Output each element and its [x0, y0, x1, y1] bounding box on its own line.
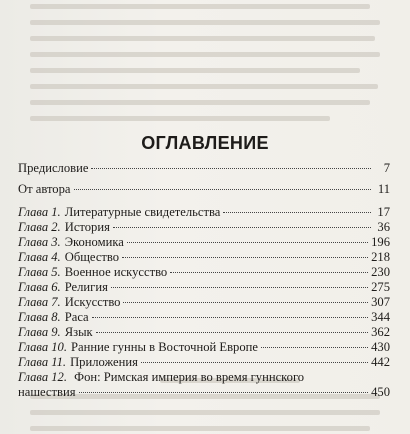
chapter-label: Глава 8. [18, 310, 61, 324]
toc-entry-title: Экономика [64, 235, 124, 249]
toc-entry-page: 442 [371, 355, 390, 369]
bleed-line [30, 410, 380, 415]
toc-entry-title: Приложения [70, 355, 138, 369]
leader-dots [79, 392, 369, 393]
toc-entry-chapter-1[interactable] [18, 205, 390, 220]
toc-entry-title: Общество [64, 250, 120, 264]
bleed-line [30, 4, 370, 9]
bleed-line [30, 20, 380, 25]
table-of-contents [18, 161, 390, 400]
toc-entry-page: 11 [377, 182, 390, 196]
toc-entry-page: 36 [377, 220, 390, 234]
leader-dots [141, 362, 368, 363]
toc-entry-page: 307 [371, 295, 390, 309]
toc-title: ОГЛАВЛЕНИЕ [141, 133, 269, 153]
toc-entry-page: 230 [371, 265, 390, 279]
bleed-line [30, 68, 360, 73]
chapter-label: Глава 10. [18, 340, 68, 354]
toc-entry-chapter-11[interactable] [18, 355, 390, 370]
toc-entry-chapter-2[interactable] [18, 220, 390, 235]
chapter-label: Глава 3. [18, 235, 61, 249]
chapter-label: Глава 6. [18, 280, 61, 294]
toc-entry-title: Раса [64, 310, 89, 324]
toc-entry-title: Религия [64, 280, 108, 294]
toc-entry-from-author[interactable] [18, 182, 390, 197]
leader-dots [96, 332, 368, 333]
toc-entry-title-line-1: Фон: Римская империя во время гуннского [74, 370, 305, 384]
toc-entry-page: 275 [371, 280, 390, 294]
leader-dots [261, 347, 368, 348]
bleed-line [30, 84, 378, 89]
toc-entry-chapter-5[interactable] [18, 265, 390, 280]
chapter-label: Глава 1. [18, 205, 61, 219]
toc-entry-page: 17 [377, 205, 390, 219]
bleed-line [30, 116, 330, 121]
toc-entry-title: От автора [18, 182, 71, 196]
toc-entry-chapter-4[interactable] [18, 250, 390, 265]
toc-entry-title: Язык [64, 325, 93, 339]
toc-entry-page: 7 [383, 161, 390, 175]
chapter-label: Глава 12. [18, 370, 68, 384]
bleed-line [30, 52, 380, 57]
bleed-line [30, 426, 370, 431]
chapter-label: Глава 7. [18, 295, 61, 309]
toc-entry-title: Ранние гунны в Восточной Европе [71, 340, 258, 354]
toc-entry-page: 450 [371, 385, 390, 399]
toc-entry-page: 430 [371, 340, 390, 354]
toc-entry-title-line-2: нашествия [18, 385, 76, 399]
toc-entry-page: 218 [371, 250, 390, 264]
toc-entry-chapter-12[interactable] [18, 370, 390, 400]
bleed-line [30, 36, 375, 41]
toc-entry-page: 344 [371, 310, 390, 324]
leader-dots [91, 168, 371, 169]
bleed-through-text-top [0, 0, 410, 150]
toc-entry-chapter-3[interactable] [18, 235, 390, 250]
leader-dots [223, 212, 371, 213]
leader-dots [92, 317, 368, 318]
toc-entry-title: Военное искусство [64, 265, 168, 279]
toc-entry-chapter-7[interactable] [18, 295, 390, 310]
toc-entry-title: История [64, 220, 110, 234]
chapter-label: Глава 5. [18, 265, 61, 279]
chapter-label: Глава 11. [18, 355, 67, 369]
chapter-label: Глава 2. [18, 220, 61, 234]
toc-entry-page: 362 [371, 325, 390, 339]
leader-dots [122, 257, 368, 258]
bleed-line [30, 100, 370, 105]
leader-dots [113, 227, 371, 228]
chapter-label: Глава 9. [18, 325, 61, 339]
toc-entry-page: 196 [371, 235, 390, 249]
toc-entry-chapter-8[interactable] [18, 310, 390, 325]
leader-dots [111, 287, 368, 288]
toc-entry-preface[interactable] [18, 161, 390, 176]
leader-dots [170, 272, 368, 273]
leader-dots [74, 189, 372, 190]
leader-dots [127, 242, 368, 243]
toc-entry-chapter-10[interactable] [18, 340, 390, 355]
toc-entry-chapter-6[interactable] [18, 280, 390, 295]
leader-dots [123, 302, 368, 303]
chapter-label: Глава 4. [18, 250, 61, 264]
toc-entry-title: Искусство [64, 295, 121, 309]
toc-entry-title: Предисловие [18, 161, 89, 175]
toc-entry-title: Литературные свидетельства [64, 205, 221, 219]
toc-entry-chapter-9[interactable] [18, 325, 390, 340]
